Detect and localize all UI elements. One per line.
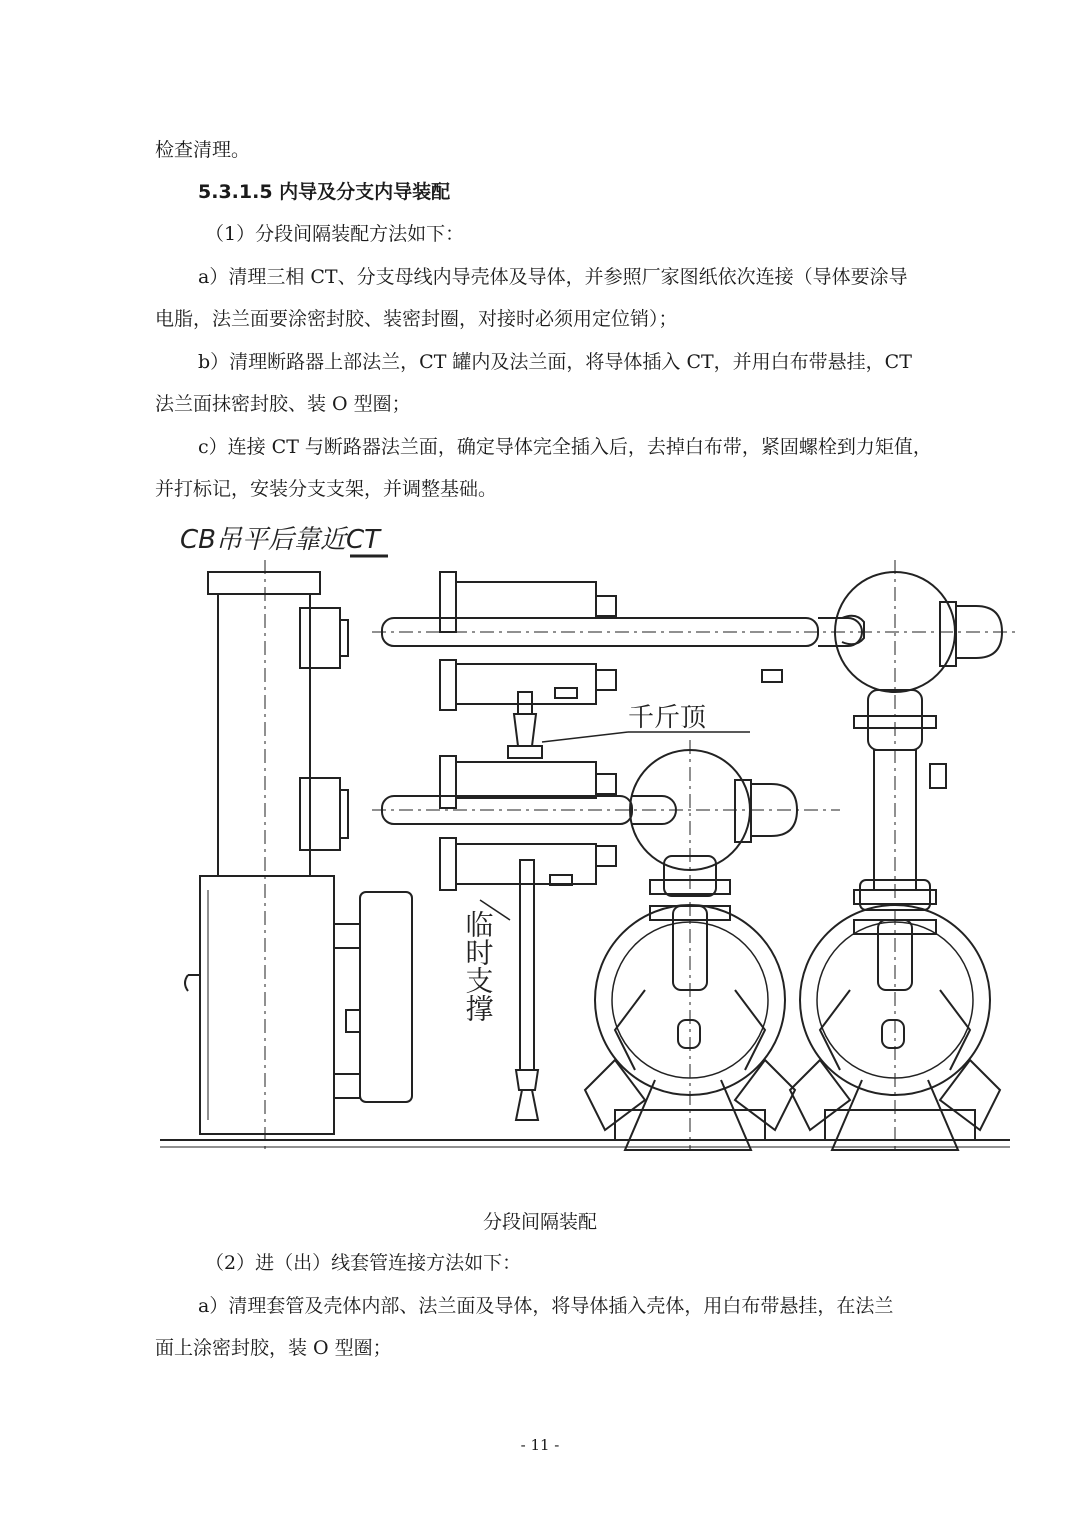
text-line: 法兰面抹密封胶、装 O 型圈； [155, 393, 411, 415]
circuit-breaker-column [185, 560, 412, 1150]
text-line: 检查清理。 [155, 139, 251, 161]
text-line: a）清理三相 CT、分支母线内导壳体及导体，并参照厂家图纸依次连接（导体要涂导 [198, 266, 908, 288]
upper-ct-enclosure [372, 572, 1020, 710]
text-line: b）清理断路器上部法兰，CT 罐内及法兰面，将导体插入 CT，并用白布带悬挂，CT [198, 351, 912, 373]
right-tee-assembly [790, 560, 1002, 1150]
figure-caption: 分段间隔装配 [482, 1211, 597, 1233]
label-temporary-support: 临时支撑 [461, 910, 495, 1022]
annotation-cb-near-ct: CB吊平后靠近CT [180, 525, 381, 555]
text-line: 面上涂密封胶，装 O 型圈； [155, 1337, 392, 1359]
text-line: a）清理套管及壳体内部、法兰面及导体，将导体插入壳体，用白布带悬挂，在法兰 [198, 1295, 894, 1317]
text-line: c）连接 CT 与断路器法兰面，确定导体完全插入后，去掉白布带，紧固螺栓到力矩值， [198, 436, 932, 458]
page-number: - 11 - [520, 1436, 560, 1454]
assembly-drawing [150, 520, 1030, 1160]
label-jack: 千斤顶 [628, 703, 707, 733]
section-heading: 5.3.1.5 内导及分支内导装配 [198, 181, 451, 203]
text-line: （2）进（出）线套管连接方法如下： [205, 1252, 522, 1274]
lower-ct-enclosure [372, 756, 840, 890]
middle-tee-assembly [585, 740, 797, 1150]
text-line: 并打标记，安装分支支架，并调整基础。 [155, 478, 498, 500]
text-line: 电脂，法兰面要涂密封胶、装密封圈，对接时必须用定位销）； [155, 308, 678, 330]
text-line: （1）分段间隔装配方法如下： [205, 223, 465, 245]
